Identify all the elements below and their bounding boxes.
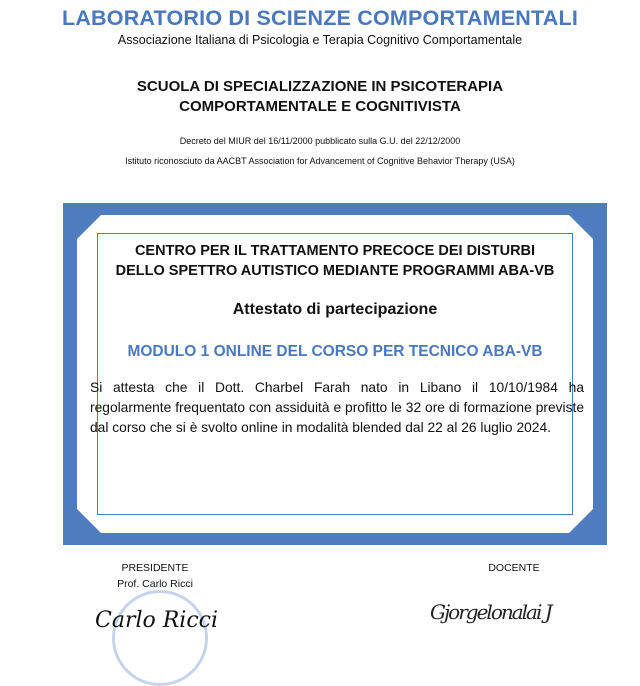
president-signature: Carlo Ricci xyxy=(95,608,219,633)
school-title-line1: SCUOLA DI SPECIALIZZAZIONE IN PSICOTERAPIA xyxy=(136,78,504,95)
teacher-signature: Gjorgelonalai J xyxy=(430,600,551,624)
decree-note: Decreto del MIUR del 16/11/2000 pubblicato sulla G.U. del 22/12/2000 xyxy=(179,136,461,146)
president-role: PRESIDENTE xyxy=(121,562,189,574)
teacher-block xyxy=(454,562,574,574)
association-subtitle: Associazione Italiana di Psicologia e Terapia Cognitivo Comportamentale xyxy=(117,33,523,47)
seal-stamp xyxy=(112,590,208,686)
module-title: MODULO 1 ONLINE DEL CORSO PER TECNICO ABA-VB xyxy=(127,343,543,360)
president-name: Prof. Carlo Ricci xyxy=(117,578,193,590)
centre-title-line1: CENTRO PER IL TRATTAMENTO PRECOCE DEI DISTURBI xyxy=(134,243,536,259)
certificate-frame xyxy=(63,203,607,545)
president-block xyxy=(95,562,215,590)
lab-title: LABORATORIO DI SCIENZE COMPORTAMENTALI xyxy=(61,6,579,30)
institute-note: Istituto riconosciuto da AACBT Association for Advancement of Cognitive Behavior Therapy (USA) xyxy=(125,156,515,166)
teacher-role: DOCENTE xyxy=(488,562,540,574)
certificate-body: Si attesta che il Dott. Charbel Farah nato in Libano il 10/10/1984 ha regolarmente frequentato con assiduità e profitto le 32 ore di formazione previste dal corso che si è svolto online in modalità blended dal 22 al 26 luglio 2024. xyxy=(90,380,584,435)
centre-title-line2: DELLO SPETTRO AUTISTICO MEDIANTE PROGRAMMI ABA-VB xyxy=(115,263,555,279)
certificate-title: Attestato di partecipazione xyxy=(232,301,438,318)
school-title-line2: COMPORTAMENTALE E COGNITIVISTA xyxy=(179,98,461,115)
